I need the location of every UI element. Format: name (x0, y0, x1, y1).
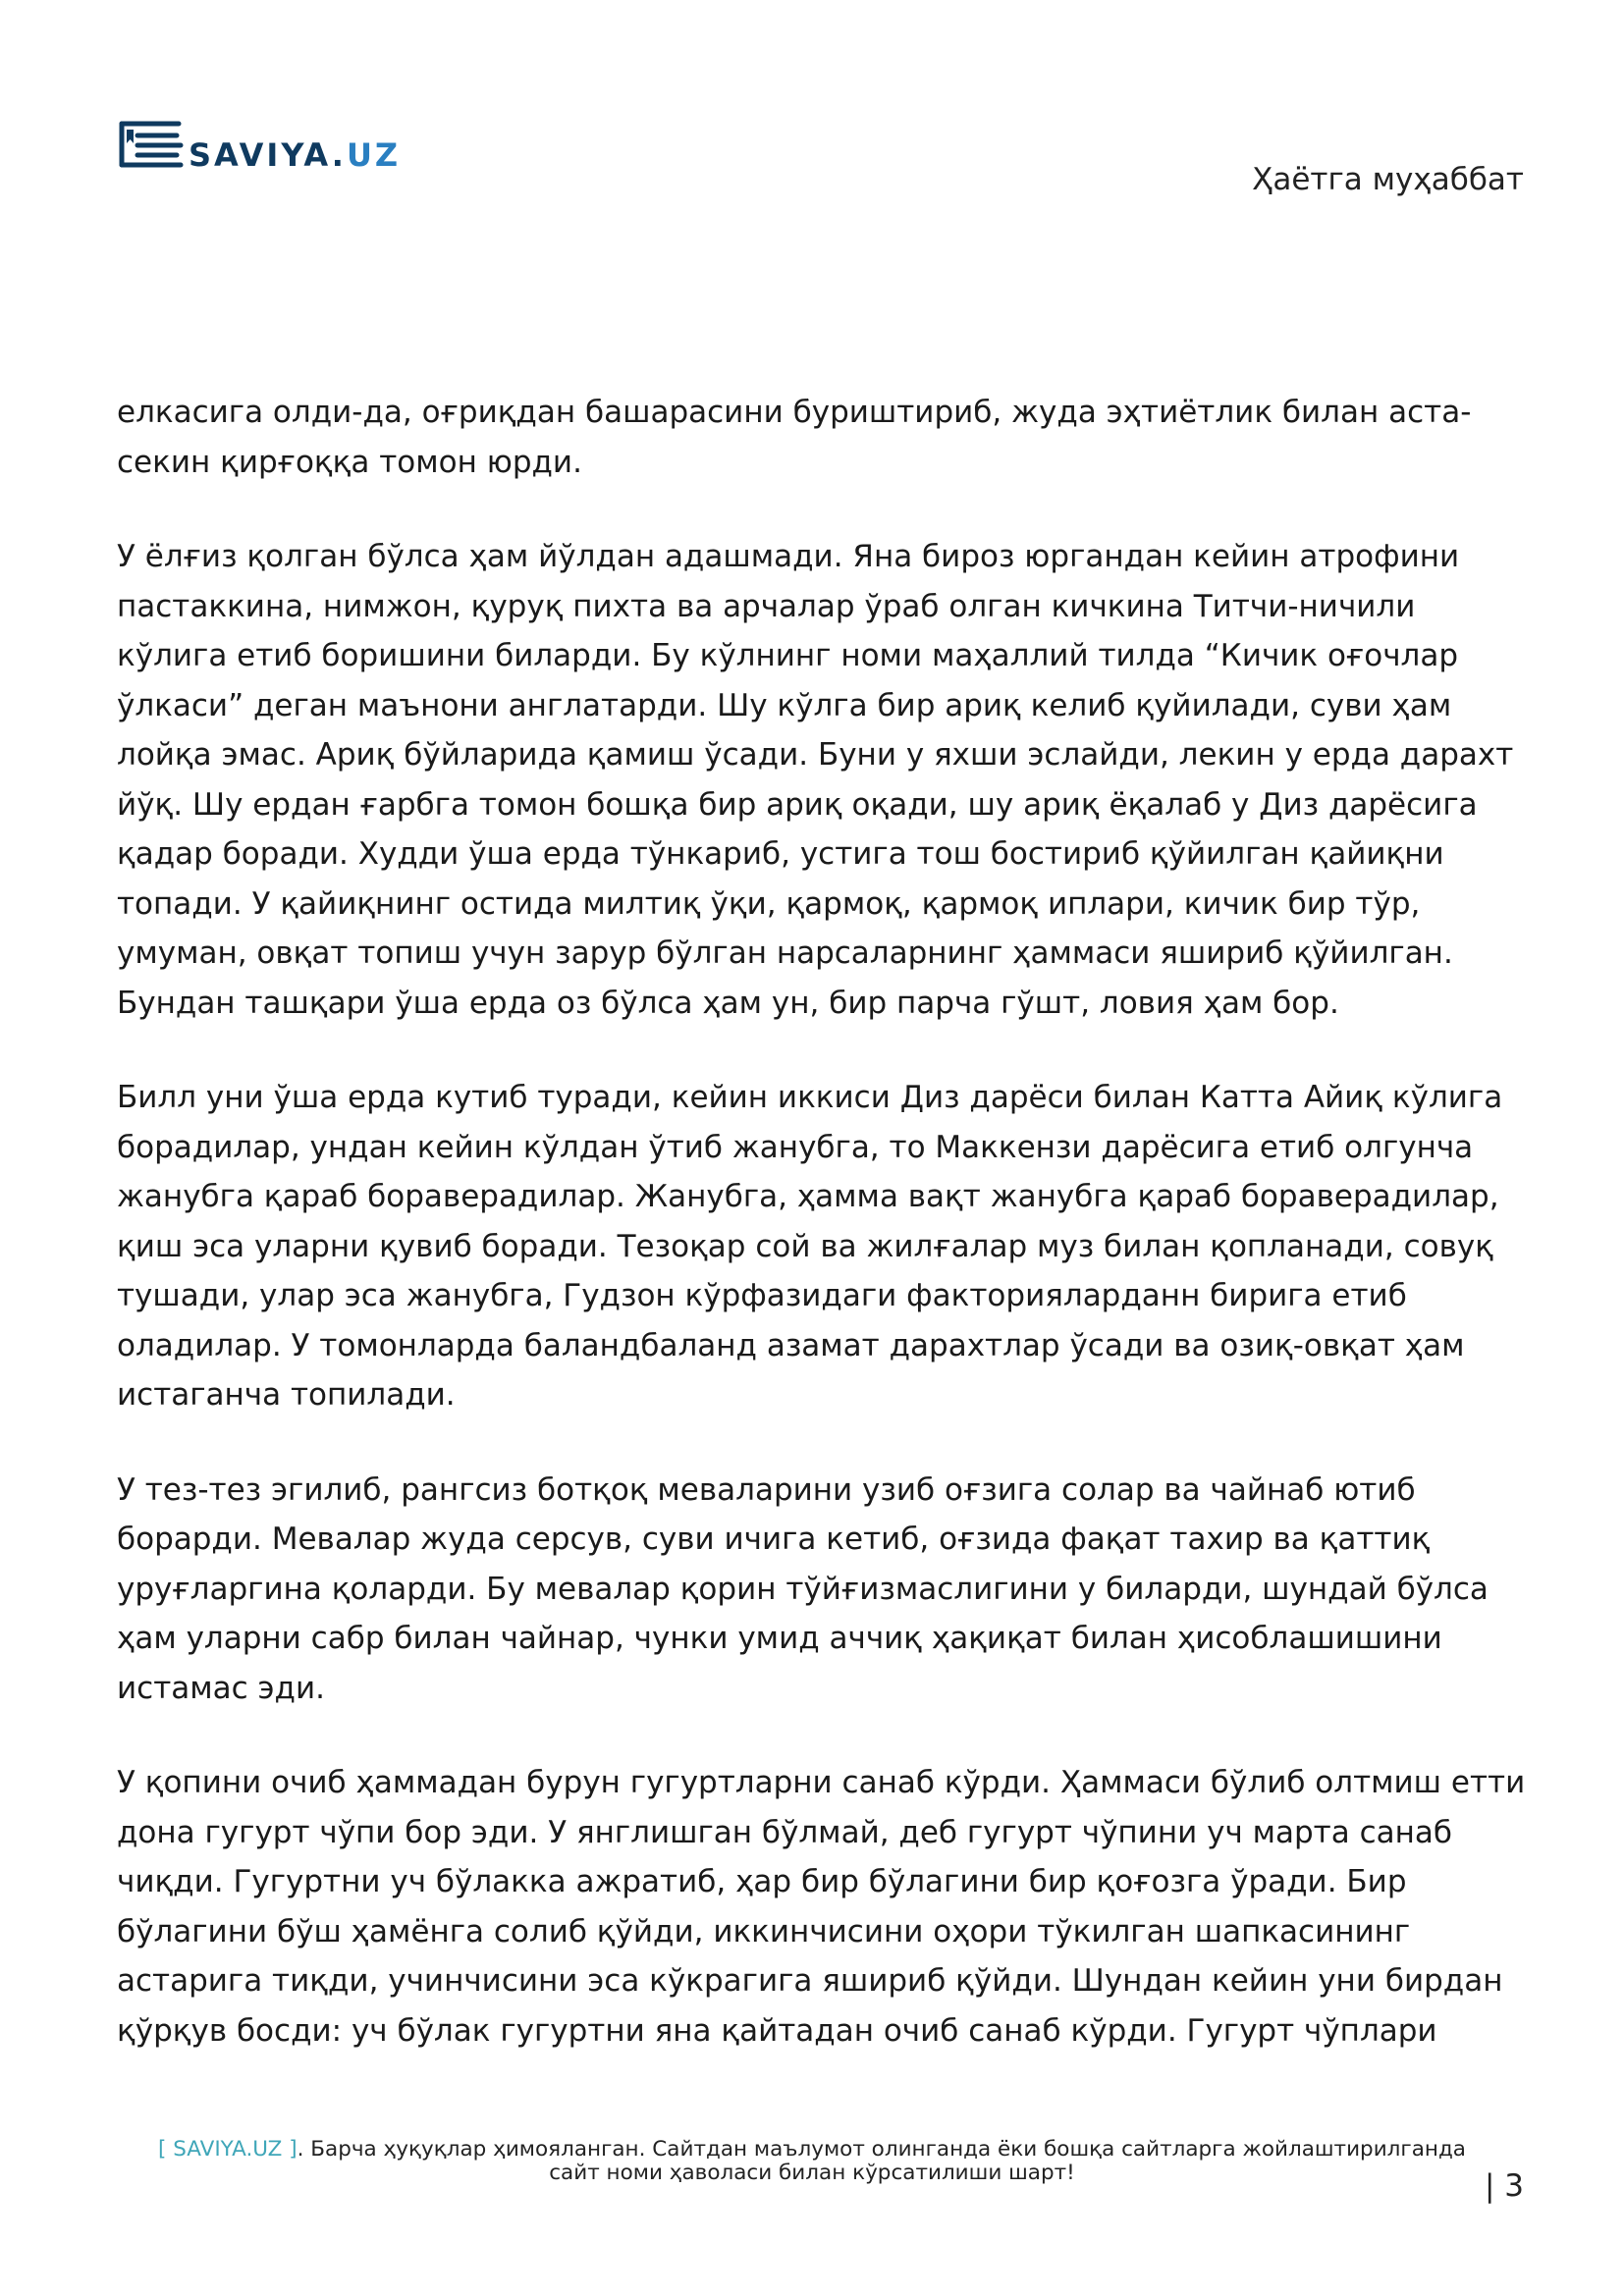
copyright-line-1 (0, 2138, 1624, 2162)
logo-text-main: SAVIYA. (189, 136, 347, 174)
body-paragraph: Билл уни ўша ерда кутиб туради, кейин иккиси Диз дарёси билан Катта Айиқ кўлига борадилар, ундан кейин кўлдан ўтиб жанубга, то Маккензи дарёсига етиб олгунча жанубга қараб бораверадилар. Жанубга, ҳамма вақт жанубга қараб бораверадилар, қиш эса уларни қувиб боради. Тезоқар сой ва жилғалар муз билан қопланади, совуқ тушади, улар эса жанубга, Гудзон кўрфазидаги факторияларданн бирига етиб оладилар. У томонларда баландбаланд азамат дарахтлар ўсади ва озиқ-овқат ҳам истаганча топилади. (117, 1080, 1503, 1413)
logo-wordmark (189, 136, 402, 174)
document-body (117, 388, 1531, 2101)
copyright-notice (0, 2138, 1624, 2185)
body-paragraph: У ёлғиз қолган бўлса ҳам йўлдан адашмади. Яна бироз юргандан кейин атрофини пастаккина, нимжон, қуруқ пихта ва арчалар ўраб олган кичкина Титчи-ничили кўлига етиб боришини биларди. Бу кўлнинг номи маҳаллий тилда “Кичик оғочлар ўлкаси” деган маънони англатарди. Шу кўлга бир ариқ келиб қуйилади, суви ҳам лойқа эмас. Ариқ бўйларида қамиш ўсади. Буни у яхши эслайди, лекин у ерда дарахт йўқ. Шу ердан ғарбга томон бошқа бир ариқ оқади, шу ариқ ёқалаб у Диз дарёсига қадар боради. Худди ўша ерда тўнкариб, устига тош бостириб қўйилган қайиқни топади. У қайиқнинг остида милтиқ ўқи, қармоқ, қармоқ иплари, кичик бир тўр, умуман, овқат топиш учун зарур бўлган нарсаларнинг ҳаммаси яшириб қўйилган. Бундан ташқари ўша ерда оз бўлса ҳам ун, бир парча гўшт, ловия ҳам бор. (117, 539, 1514, 1021)
site-link[interactable]: [ SAVIYA.UZ ] (158, 2137, 298, 2162)
logo-text-accent: UZ (346, 136, 402, 174)
document-title: Ҳаётга муҳаббат (1252, 162, 1524, 197)
body-paragraph: У қопини очиб ҳаммадан бурун гугуртларни санаб кўрди. Ҳаммаси бўлиб олтмиш етти дона гугурт чўпи бор эди. У янглишган бўлмай, деб гугурт чўпини уч марта санаб чиқди. Гугуртни уч бўлакка ажратиб, ҳар бир бўлагини бир қоғозга ўради. Бир бўлагини бўш ҳамёнга солиб қўйди, иккинчисини оҳори тўкилган шапкасининг астарига тиқди, учинчисини эса кўкрагига яшириб қўйди. Шундан кейин уни бирдан қўрқув босди: уч бўлак гугуртни яна қайтадан очиб санаб кўрди. Гугурт чўплари (117, 1765, 1526, 2049)
body-paragraph: У тез-тез эгилиб, рангсиз ботқоқ меваларини узиб оғзига солар ва чайнаб ютиб борарди. Мевалар жуда серсув, суви ичига кетиб, оғзида фақат тахир ва қаттиқ уруғларгина қоларди. Бу мевалар қорин тўйғизмаслигини у биларди, шундай бўлса ҳам уларни сабр билан чайнар, чунки умид аччиқ ҳақиқат билан ҳисоблашишини истамас эди. (117, 1471, 1489, 1706)
site-logo[interactable] (116, 116, 401, 173)
copyright-line-2: сайт номи ҳаволаси билан кўрсатилиши шарт! (549, 2161, 1075, 2185)
body-paragraph: елкасига олди-да, оғриқдан башарасини буриштириб, жуда эҳтиётлик билан аста-секин қирғоққа томон юрди. (117, 395, 1472, 480)
copyright-text: . Барча ҳуқуқлар ҳимояланган. Сайтдан маълумот олинганда ёки бошқа сайтларга жойлаштирилганда (297, 2137, 1466, 2162)
book-stack-logo-icon (116, 116, 187, 173)
page-number: | 3 (1484, 2168, 1524, 2204)
